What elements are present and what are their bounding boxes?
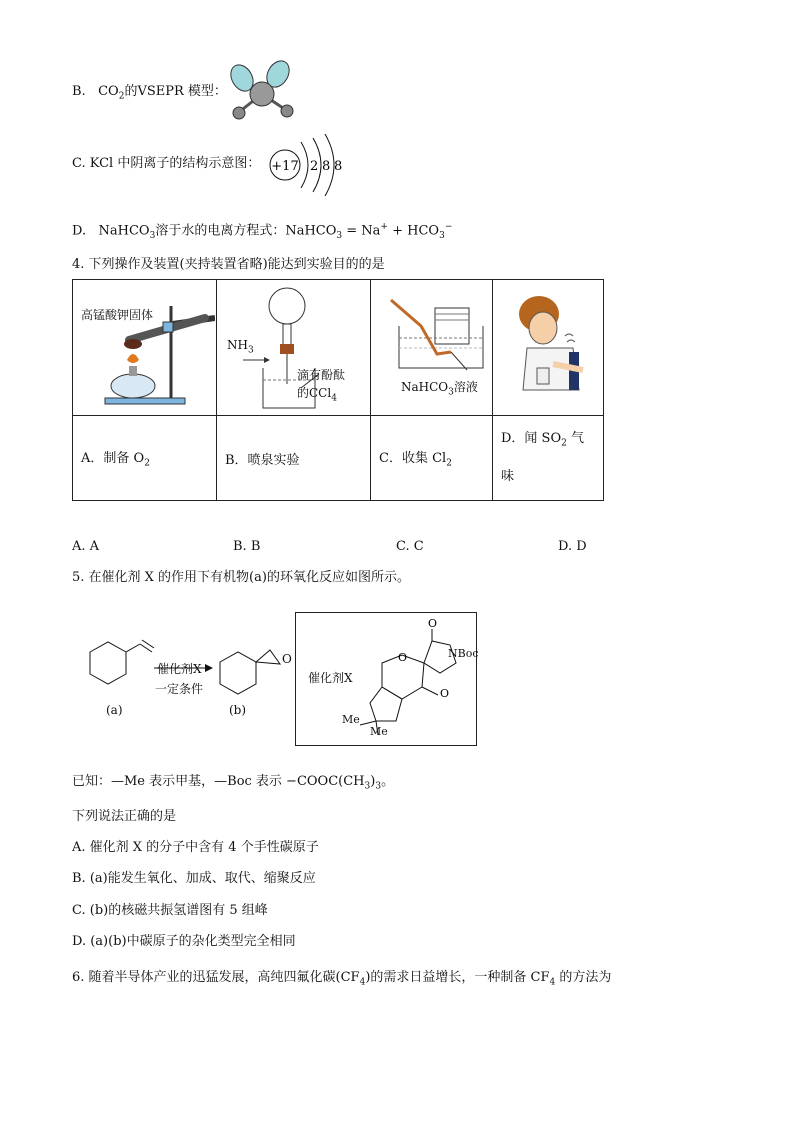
nahco3-sub-2: 3 — [336, 230, 343, 241]
stand-base — [105, 398, 185, 404]
methyl-label-2: Me — [370, 725, 388, 738]
co2-sub: 2 — [118, 91, 125, 102]
apparatus-c-drawing — [377, 286, 493, 386]
option-d-sub: 2 — [561, 438, 567, 449]
na-charge: + — [380, 222, 388, 232]
benzene-ring-a — [90, 642, 126, 684]
q5-stem: 5. 在催化剂 X 的作用下有机物(a)的环氧化反应如图所示。 — [72, 570, 410, 585]
option-d-tail: 气 — [566, 430, 584, 446]
q5-option-b: B. (a)能发生氧化、加成、取代、缩聚反应 — [72, 871, 316, 886]
option-d-label: D．闻 SO — [501, 430, 562, 446]
option-c-line — [72, 155, 260, 173]
option-b-label: B．喷泉实验 — [225, 452, 300, 468]
catalyst-x-structure — [346, 617, 474, 741]
answer-a: A. A — [72, 539, 100, 554]
ligand-atom-right — [281, 105, 293, 117]
q5-known-text: 已知：—Me 表示甲基，—Boc 表示 −COOC(CH — [72, 774, 365, 789]
nahco3-solution-label: NaHCO$_3$溶液 — [401, 380, 478, 398]
answer-c: C. C — [396, 539, 424, 554]
apparatus-a-drawing — [95, 296, 215, 414]
q6-sub1: 4 — [359, 977, 366, 988]
hco3-charge: − — [444, 222, 453, 232]
ccl4-label: 的CCl$_4$ — [297, 386, 337, 404]
answer-b: B. B — [233, 539, 261, 554]
co2-formula: CO — [98, 84, 119, 99]
option-d-prefix: D. — [72, 223, 87, 239]
smell-gas-illustration — [513, 294, 599, 402]
option-b-prefix: B. — [72, 84, 86, 99]
q5-known: 已知：—Me 表示甲基，—Boc 表示 $-COOC(CH_3)_3$。 — [72, 774, 395, 792]
person-face — [529, 312, 557, 344]
central-atom — [250, 82, 274, 106]
q6-stem-a: 6. 随着半导体产业的迅猛发展，高纯四氟化碳(CF — [72, 970, 360, 985]
option-d-line — [72, 218, 452, 245]
q5-known-tail: 。 — [381, 774, 395, 789]
arrow-catalyst-label: 催化剂X — [157, 662, 202, 676]
waft-hand-lines — [565, 334, 575, 342]
kmno4-solid — [124, 339, 142, 349]
answer-d: D. D — [558, 539, 587, 554]
apparatus-a-label: 高锰酸钾固体 — [81, 308, 154, 322]
hco3-sub: 3 — [439, 230, 445, 241]
option-b-line — [72, 83, 227, 106]
methyl-label-1: Me — [342, 713, 360, 726]
catalyst-x-label: 催化剂X — [308, 671, 353, 685]
q6-stem-b: )的需求日益增长，一种制备 CF — [365, 970, 550, 985]
shell-electrons-1: 2 — [310, 159, 319, 174]
q6-sub2: 4 — [549, 977, 556, 988]
option-c-label: C．收集 Cl — [379, 451, 447, 467]
nboc-label: NBoc — [448, 647, 479, 660]
apparatus-c-cell — [371, 280, 493, 416]
option-d-text: 溶于水的电离方程式：NaHCO — [155, 223, 337, 239]
q5-known-sub1: 3 — [364, 781, 371, 792]
nucleus-charge: +17 — [271, 159, 299, 174]
lamp-wick — [129, 366, 137, 376]
vsepr-model-diagram — [226, 60, 306, 122]
benzene-ring-b — [220, 652, 256, 694]
option-a-label: A．制备 O — [81, 451, 145, 467]
nahco3-text: NaHCO — [98, 223, 150, 239]
q4-apparatus-table — [72, 279, 604, 501]
gas-bottle — [537, 368, 549, 384]
ketone-o: O — [440, 687, 450, 700]
clamp — [163, 322, 173, 332]
q5-option-a: A. 催化剂 X 的分子中含有 4 个手性碳原子 — [72, 840, 319, 855]
q6-stem-c: 的方法为 — [555, 970, 612, 985]
rubber-stopper — [280, 344, 294, 354]
collection-bottle — [435, 308, 469, 344]
flame — [127, 354, 139, 363]
ketone-bond — [422, 687, 438, 695]
option-b-cell — [217, 416, 371, 501]
option-a-cell — [73, 416, 217, 501]
q6-stem — [72, 969, 611, 992]
catalyst-x-box — [295, 612, 477, 746]
reaction-scheme — [72, 632, 292, 722]
option-c-sub: 2 — [446, 458, 452, 469]
shell-electrons-3: 8 — [334, 159, 343, 174]
ligand-atom-left — [233, 107, 245, 119]
q4-stem: 4. 下列操作及装置(夹持装置省略)能达到实验目的的是 — [72, 257, 385, 272]
ion-structure-diagram — [267, 132, 347, 198]
compound-a-label: (a) — [106, 703, 123, 717]
shell-arc-1 — [301, 142, 308, 188]
phenolphthalein-label: 滴有酚酞 — [297, 368, 346, 382]
carbonyl-o: O — [428, 617, 438, 630]
option-d-cell — [493, 416, 604, 501]
q5-prompt: 下列说法正确的是 — [72, 809, 177, 824]
nh3-label: $NH_3$ — [227, 338, 254, 356]
acetonide-ring — [370, 687, 402, 721]
apparatus-d-cell — [493, 280, 604, 416]
epoxide-o-label: O — [282, 652, 292, 666]
q5-option-d: D. (a)(b)中碳原子的杂化类型完全相同 — [72, 934, 296, 949]
equation-na: = Na — [342, 223, 381, 239]
apparatus-a-cell — [73, 280, 217, 416]
option-c-cell — [371, 416, 493, 501]
compound-b-label: (b) — [229, 703, 247, 717]
option-c-text: C. KCl 中阴离子的结构示意图： — [72, 156, 261, 171]
vinyl-bond-1 — [126, 644, 140, 652]
option-d-line2: 味 — [501, 469, 515, 485]
q5-option-c: C. (b)的核磁共振氢谱图有 5 组峰 — [72, 903, 268, 918]
nahco3-sub: 3 — [149, 230, 156, 241]
option-b-text: 的VSEPR 模型： — [124, 84, 227, 99]
epoxide-ring — [256, 650, 280, 664]
q5-known-sub2: 3 — [375, 781, 382, 792]
equation-hco3: + HCO — [387, 223, 440, 239]
alcohol-lamp — [111, 374, 155, 398]
apparatus-b-cell — [217, 280, 371, 416]
solution-pointer — [451, 352, 467, 370]
arrow-condition-label: 一定条件 — [155, 682, 204, 696]
round-flask — [269, 288, 305, 324]
option-a-sub: 2 — [144, 458, 150, 469]
shell-electrons-2: 8 — [322, 159, 331, 174]
ring-o: O — [398, 651, 408, 664]
